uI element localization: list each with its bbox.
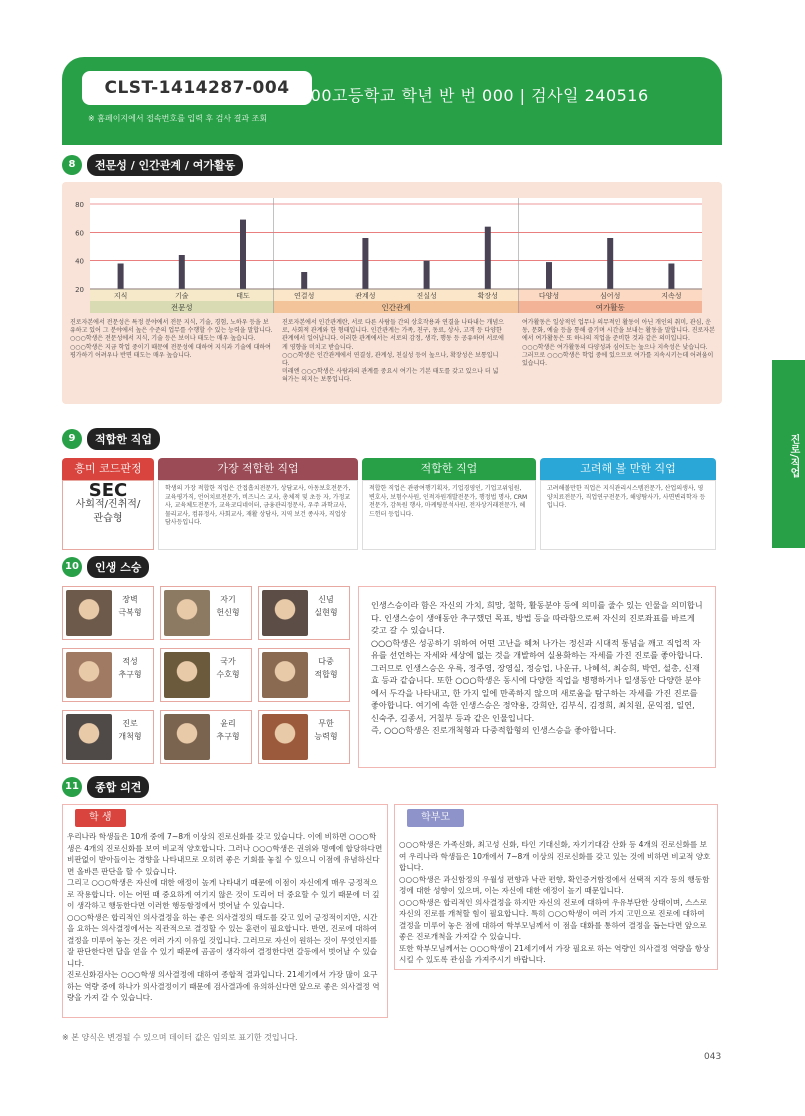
section-11-heading bbox=[62, 776, 149, 798]
mentor-portrait bbox=[66, 652, 112, 698]
footnote: ※ 본 양식은 변경될 수 있으며 데이터 값은 임의로 표기한 것입니다. bbox=[62, 1033, 298, 1042]
mentor-card bbox=[160, 710, 252, 764]
interest-code-desc: 사회적/진취적/관습형 bbox=[75, 498, 141, 524]
mentor-type-label: 적성 추구형 bbox=[118, 657, 142, 679]
interest-code-body bbox=[62, 480, 154, 550]
consider-jobs-head: 고려해 볼 만한 직업 bbox=[540, 458, 716, 480]
best-jobs-head: 가장 적합한 직업 bbox=[158, 458, 358, 480]
mentor-description: 인생스승이라 함은 자신의 가치, 희망, 철학, 활동분야 등에 의미를 줄수 있는 인물을 의미합니다. 인생스승이 생애동안 추구했던 목표, 방법 등을 따라함으로써 자신의 진로좌표를 바르게 갖고 갈 수 있습니다. ○○○학생은 성공하기 위하여 어떤 고난을 헤쳐 나가는 정신과 시대적 통념을 깨고 직업적 자유를 선언하는 자세와 세상에 없는 것을 개발하여 실용화하는 자세를 가진 진로를 좋아합니다. 그러므로 인생스승은 우륵, 정주영, 장영실, 정승업, 나운규, 나혜석, 최승희, 박연, 설총, 신재효 등과 같습니다. 또한 ○○○학생은 동시에 다양한 직업을 병행하거나 일생동안 다양한 분야에서 두각을 나타내고, 한 가지 일에 만족하지 않으며 새로움을 탐구하는 자세를 가진 진로를 좋아합니다. 여기에 속한 인생스승은 정약용, 강희안, 김부식, 김정희, 최치원, 문익점, 일연, 신숙주, 김종서, 거칠부 등과 같은 인물입니다. 즉, ○○○학생은 진로개척형과 다중적합형의 인생스승을 좋아합니다. bbox=[358, 586, 716, 768]
section-number: 9 bbox=[62, 429, 82, 449]
fit-jobs-head: 적합한 직업 bbox=[362, 458, 536, 480]
group-desc-expertise: 진로자본에서 전문성은 특정 분야에서 전문 지식, 기술, 경험, 노하우 등을 보유하고 있어 그 분야에서 높은 수준의 업무를 수행할 수 있는 능력을 말합니다. ○○○학생은 전문성에서 지식, 기술 등은 보이나 태도는 매우 높습니다. ○○○학생은 지금 학업 중이기 때문에 전문성에 대하여 지식과 기술에 대하여 평가하기 어려우나 반면 태도는 매우 높습니다. bbox=[70, 319, 273, 359]
best-jobs-text: 학생의 가장 적합한 직업은 간접흡치전문가, 상담교사, 아동보호전문가, 교육평가직, 언어치료전문가, 비즈니스 교사, 총체적 및 초등 자, 가정교사, 교육체도전문가, 교육코디네이터, 금융관리정문사, 우주 과학교사, 물리교사, 컴퓨정사, 사회교사, 재활 상담사, 지역 보건 종사자, 직업상담사등입니다. bbox=[158, 480, 358, 550]
section-number: 8 bbox=[62, 155, 82, 175]
bar bbox=[301, 272, 307, 289]
group-desc-leisure: 여가활동은 일상적인 업무나 의무적인 활동이 아닌 개인의 취미, 관심, 운동, 문화, 예술 등을 통해 즐기며 시간을 보내는 활동을 말합니다. 진로자본에서 여가활동은 또 하나의 직업을 준비한 것과 같은 의미입니다. ○○○학생은 여가활동의 다양성과 심어도는 높으나 지속성은 낮습니다. 그러므로 ○○○학생은 학업 중에 있으므로 여가를 지속시키는데 어려움이 있습니다. bbox=[522, 319, 715, 368]
mentor-type-label: 국가 수호형 bbox=[216, 657, 240, 679]
student-opinion-text: 우리나라 학생들은 10개 중에 7~8개 이상의 진로신화를 갖고 있습니다. 이에 비하면 ○○○학생은 4개의 진로신화를 보여 비교적 양호합니다. 그러나 ○○○학생은 권위와 명예에 합당하다면 비판없이 받아들이는 경향을 나타내므로 오히려 좋은 기회를 놓칠 수 있으니 이점에 유념하신다면 올바른 판단을 할 수 있습니다. 그리고 ○○○학생은 자신에 대한 애정이 높게 나타내기 때문에 이점이 자신에게 매우 긍정적으로 작용합니다. 이는 어떤 때 중요하게 여기지 않은 것이 도리어 더 중요할 수 있기 때문에 더 깊이 생각하고 행동한다면 이러한 행동함정에서 벗어날 수 있습니다. ○○○학생은 합리적인 의사결정을 하는 좋은 의사결정의 태도를 갖고 있어 긍정적이지만, 시간을 요하는 의사결정에서는 직관적으로 결정할 수 있는 훈련이 필요합니다. 반면, 진로에 대하여 결정을 미루어 놓는 것은 여러 가지 이유일 것입니다. 그러므로 자신이 원하는 것이 무엇인지를 잘 판단한다면 답을 얻을 수 있기 때문에 곰곰이 생각하여 결정한다면 갈등에서 벗어날 수 있습니다. 진로신화검사는 ○○○학생 의사결정에 대하여 종합적 결과입니다. 21세기에서 가장 많이 요구하는 역량 중에 하나가 의사결정이기 때문에 검사결과에 유의하신다면 앞으로 좋은 의사결정 역량을 가져 갈 수 있습니다. bbox=[67, 832, 383, 1002]
section-number: 11 bbox=[62, 777, 82, 797]
fit-jobs-card bbox=[362, 458, 536, 550]
mentor-card bbox=[258, 586, 350, 640]
mentor-portrait bbox=[262, 714, 308, 760]
bar bbox=[607, 238, 613, 289]
section-number: 10 bbox=[62, 557, 82, 577]
mentor-card bbox=[160, 648, 252, 702]
mentor-portrait bbox=[66, 590, 112, 636]
mentor-type-label: 윤리 추구형 bbox=[216, 719, 240, 741]
interest-code-card bbox=[62, 458, 154, 550]
side-tab[interactable] bbox=[772, 360, 805, 548]
interest-code: SEC bbox=[88, 480, 128, 501]
mentor-type-label: 진로 개척형 bbox=[118, 719, 142, 741]
mentor-type-label: 다중 적합형 bbox=[314, 657, 338, 679]
mentor-card bbox=[62, 710, 154, 764]
interest-code-head: 흥미 코드판정 bbox=[62, 458, 154, 480]
bar bbox=[118, 264, 124, 290]
group-label: 인간관계 bbox=[381, 303, 411, 312]
section-title: 인생 스승 bbox=[87, 556, 149, 578]
mentor-portrait bbox=[262, 652, 308, 698]
consider-jobs-text: 고려해볼만한 직업은 지식관리시스템전문가, 산업의생사, 영양치료전문가, 직업연구전문가, 해양탐사가, 사면변리학자 등입니다. bbox=[540, 480, 716, 550]
mentor-type-label: 신념 실현형 bbox=[314, 595, 338, 617]
section-9-heading bbox=[62, 428, 160, 450]
y-tick-label: 80 bbox=[75, 201, 84, 209]
mentor-portrait bbox=[66, 714, 112, 760]
test-id: CLST-1414287-004 bbox=[82, 71, 312, 105]
bar bbox=[485, 227, 491, 289]
best-jobs-card bbox=[158, 458, 358, 550]
mentor-portrait bbox=[164, 652, 210, 698]
bar bbox=[424, 261, 430, 289]
category-label: 관계성 bbox=[355, 292, 376, 300]
career-capital-panel bbox=[62, 182, 722, 404]
y-tick-label: 20 bbox=[75, 286, 84, 294]
bar bbox=[179, 255, 185, 289]
category-label: 지식 bbox=[113, 292, 128, 300]
mentor-type-label: 무한 능력형 bbox=[314, 719, 338, 741]
section-8-heading bbox=[62, 154, 243, 176]
bar bbox=[362, 238, 368, 289]
category-label: 연결성 bbox=[294, 292, 315, 300]
fit-jobs-text: 적합한 직업은 관광여행기획자, 기업경영인, 기업고위임원, 변호사, 보험수사원, 인적자원개발전문가, 행정법 명사, CRM전문가, 감독원 행사, 마케팅분석사원, 전자상거래전문가, 헤드헌터 등입니다. bbox=[362, 480, 536, 550]
student-tag: 학 생 bbox=[75, 809, 126, 827]
bar bbox=[240, 220, 246, 289]
bar bbox=[668, 264, 674, 290]
mentor-card bbox=[160, 586, 252, 640]
category-label: 심어성 bbox=[600, 292, 621, 300]
id-note: ※ 홈페이지에서 접속번호를 입력 후 검사 결과 조회 bbox=[88, 114, 268, 123]
y-tick-label: 60 bbox=[75, 229, 84, 238]
mentor-portrait bbox=[164, 590, 210, 636]
y-tick-label: 40 bbox=[75, 257, 84, 266]
mentor-card bbox=[258, 710, 350, 764]
section-title: 종합 의견 bbox=[87, 776, 149, 798]
mentor-card bbox=[62, 648, 154, 702]
mentor-portrait bbox=[164, 714, 210, 760]
parent-opinion-text: ○○○학생은 가족신화, 최고성 신화, 타인 기대신화, 자기기대감 산화 등 4개의 진로신화를 보여 우리나라 학생들은 10개에서 7~8개 이상의 진로신화를 갖고 있는 것에 비하면 비교적 양호합니다. ○○○학생은 과신함정의 우월성 편향과 낙관 편향, 확인증거함정에서 선택적 지각 등의 행동함정에 대한 성향이 있으며, 이는 자신에 대한 애정이 높기 때문입니다. ○○○학생은 합리적인 의사결정을 하지만 자신의 진로에 대하여 우유부단한 상태이며, 스스로 자신의 진로를 개척할 힘이 필요합니다. 특히 ○○○학생이 여러 가지 고민으로 진로에 대하여 결정을 미루어 놓은 점에 대하여 학부모님께서 이 점을 대화를 통하여 결정을 돕는다면 앞으로 좋은 진로개척을 가져갈 수 있습니다. 또한 학부모님께서는 ○○○학생이 21세기에서 가장 필요로 하는 역량인 의사결정 역량을 항상시킬 수 있도록 관심을 가져주시기 바랍니다. bbox=[399, 840, 711, 964]
category-label: 확장성 bbox=[477, 292, 498, 300]
student-info-title: 000고등학교 학년 반 번 000 | 검사일 240516 bbox=[300, 86, 649, 105]
parent-opinion-panel bbox=[394, 804, 718, 970]
section-10-heading bbox=[62, 556, 149, 578]
bar bbox=[546, 262, 552, 289]
category-label: 태도 bbox=[236, 292, 250, 300]
mentor-type-label: 장벽 극복형 bbox=[118, 595, 142, 617]
category-label: 진실성 bbox=[416, 292, 437, 300]
parent-tag: 학부모 bbox=[407, 809, 464, 827]
student-opinion-panel bbox=[62, 804, 388, 1018]
section-title: 전문성 / 인간관계 / 여가활동 bbox=[87, 154, 243, 176]
consider-jobs-card bbox=[540, 458, 716, 550]
group-label: 여가활동 bbox=[595, 303, 625, 312]
side-tab-label: 진로/직업 bbox=[788, 434, 799, 478]
report-header bbox=[62, 57, 722, 145]
group-label: 전문성 bbox=[170, 303, 193, 312]
page-number: 043 bbox=[704, 1052, 722, 1062]
mentor-type-label: 자기 헌신형 bbox=[216, 595, 240, 617]
mentor-card bbox=[258, 648, 350, 702]
category-label: 지속성 bbox=[661, 292, 682, 300]
section-title: 적합한 직업 bbox=[87, 428, 160, 450]
category-label: 기술 bbox=[175, 292, 189, 300]
category-label: 다양성 bbox=[538, 292, 560, 300]
mentor-portrait bbox=[262, 590, 308, 636]
group-desc-relationship: 진로자본에서 인간관계란, 서로 다른 사람들 간의 상호작용과 연결을 나타내는 개념으로, 사회적 관계와 한 형태입니다. 인간관계는 가족, 친구, 동료, 상사, 고객 등 다양한 관계에서 일어납니다. 이러한 관계에서는 서로의 감정, 생각, 행동 등 공유하며 서로에게 영향을 미치고 받습니다. ○○○학생은 인간관계에서 연결성, 관계성, 친실성 등이 높으나, 확장성은 보통입니다. 미래엔 ○○○학생은 사람과의 관계를 중요시 여기는 기본 태도를 갖고 있으나 더 넓혀가는 의지는 보통입니다. bbox=[282, 319, 504, 384]
mentor-card bbox=[62, 586, 154, 640]
